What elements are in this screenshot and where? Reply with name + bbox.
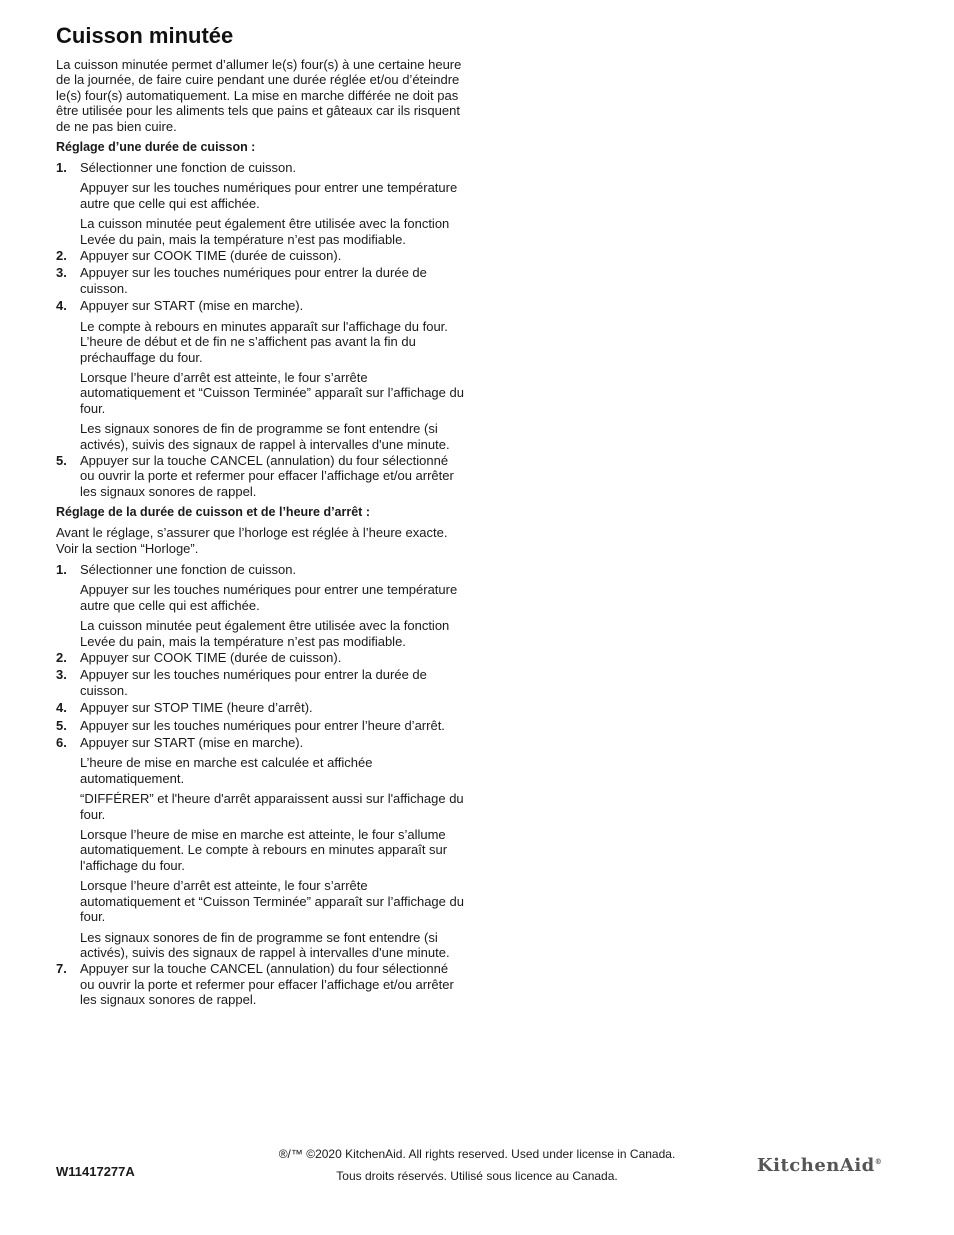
- list-item: 1. Sélectionner une fonction de cuisson.: [56, 561, 297, 577]
- list-item: 3. Appuyer sur les touches numériques pour entrer la durée de cuisson.: [56, 265, 427, 296]
- list-item: 1. Sélectionner une fonction de cuisson.: [56, 160, 297, 176]
- section-paragraph: Avant le réglage, s’assurer que l’horloge est réglée à l’heure exacte. Voir la section “Horloge”.: [56, 525, 448, 556]
- step-number: 6.: [56, 735, 67, 751]
- step-note: Les signaux sonores de fin de programme se font entendre (si activés), suivis des signaux de rappel à intervalles d'une minute.: [80, 421, 450, 452]
- list-item: 2. Appuyer sur COOK TIME (durée de cuisson).: [56, 650, 342, 665]
- step-number: 3.: [56, 265, 67, 281]
- list-item: 5. Appuyer sur la touche CANCEL (annulation) du four sélectionné ou ouvrir la porte et refermer pour effacer l’affichage et/ou arrêter les signaux sonores de rappel.: [56, 452, 454, 499]
- step-number: 5.: [56, 717, 67, 733]
- logo-text: KitchenAid: [757, 1155, 875, 1176]
- kitchenaid-logo: [757, 1155, 882, 1176]
- step-number: 2.: [56, 248, 67, 264]
- page-title: Cuisson minutée: [56, 23, 234, 48]
- step-number: 1.: [56, 561, 67, 577]
- step-note: Lorsque l’heure d’arrêt est atteinte, le four s’arrête automatiquement et “Cuisson Terminée” apparaît sur l’affichage du four.: [80, 878, 464, 925]
- step-note: La cuisson minutée peut également être utilisée avec la fonction Levée du pain, mais la température n’est pas modifiable.: [80, 618, 450, 649]
- step-number: 4.: [56, 298, 67, 314]
- step-number: 7.: [56, 961, 67, 977]
- list-item: 4. Appuyer sur STOP TIME (heure d’arrêt).: [56, 700, 313, 716]
- step-note: Appuyer sur les touches numériques pour entrer une température autre que celle qui est affichée.: [80, 582, 458, 613]
- section-heading-stop-time: Réglage de la durée de cuisson et de l’heure d’arrêt :: [56, 505, 370, 520]
- content-column: [56, 22, 466, 1010]
- step-number: 3.: [56, 667, 67, 683]
- list-item: 7. Appuyer sur la touche CANCEL (annulation) du four sélectionné ou ouvrir la porte et refermer pour effacer l’affichage et/ou arrêter les signaux sonores de rappel.: [56, 961, 454, 1008]
- registered-mark: ®: [874, 1157, 883, 1166]
- step-note: Le compte à rebours en minutes apparaît sur l'affichage du four. L’heure de début et de fin ne s’affichent pas avant la fin du préchauffage du four.: [80, 318, 448, 365]
- document-code: W11417277A: [56, 1164, 135, 1179]
- section-heading-cook-time: Réglage d’une durée de cuisson :: [56, 140, 256, 155]
- copyright-french: Tous droits réservés. Utilisé sous licence au Canada.: [336, 1169, 618, 1183]
- step-note: Appuyer sur les touches numériques pour entrer une température autre que celle qui est affichée.: [80, 180, 458, 211]
- step-number: 4.: [56, 700, 67, 716]
- list-item: 2. Appuyer sur COOK TIME (durée de cuisson).: [56, 248, 342, 264]
- step-note: Les signaux sonores de fin de programme se font entendre (si activés), suivis des signaux de rappel à intervalles d'une minute.: [80, 929, 450, 960]
- step-note: “DIFFÉRER” et l'heure d'arrêt apparaissent aussi sur l'affichage du four.: [80, 791, 464, 822]
- list-item: 5. Appuyer sur les touches numériques pour entrer l’heure d’arrêt.: [56, 717, 445, 733]
- step-note: L’heure de mise en marche est calculée et affichée automatiquement.: [80, 755, 373, 786]
- intro-paragraph: La cuisson minutée permet d’allumer le(s) four(s) à une certaine heure de la journée, de faire cuire pendant une durée réglée et/ou d’éteindre le(s) four(s) automatiquement. La mise en marche différée ne doit pas être utilisée pour les aliments tels que pains et gâteaux car ils risquent de ne pas bien cuire.: [56, 57, 462, 134]
- step-note: La cuisson minutée peut également être utilisée avec la fonction Levée du pain, mais la température n’est pas modifiable.: [80, 216, 450, 247]
- list-item: 3. Appuyer sur les touches numériques pour entrer la durée de cuisson.: [56, 667, 427, 698]
- step-note: Lorsque l’heure d’arrêt est atteinte, le four s’arrête automatiquement et “Cuisson Terminée” apparaît sur l’affichage du four.: [80, 369, 464, 416]
- step-number: 2.: [56, 650, 67, 665]
- step-note: Lorsque l’heure de mise en marche est atteinte, le four s’allume automatiquement. Le compte à rebours en minutes apparaît sur l'affichage du four.: [80, 827, 448, 873]
- list-item: 4. Appuyer sur START (mise en marche).: [56, 298, 304, 314]
- list-item: 6. Appuyer sur START (mise en marche).: [56, 735, 304, 751]
- step-number: 5.: [56, 452, 67, 468]
- copyright-english: ®/™ ©2020 KitchenAid. All rights reserved. Used under license in Canada.: [278, 1147, 676, 1161]
- step-number: 1.: [56, 160, 67, 176]
- copyright-notice: [230, 1143, 724, 1187]
